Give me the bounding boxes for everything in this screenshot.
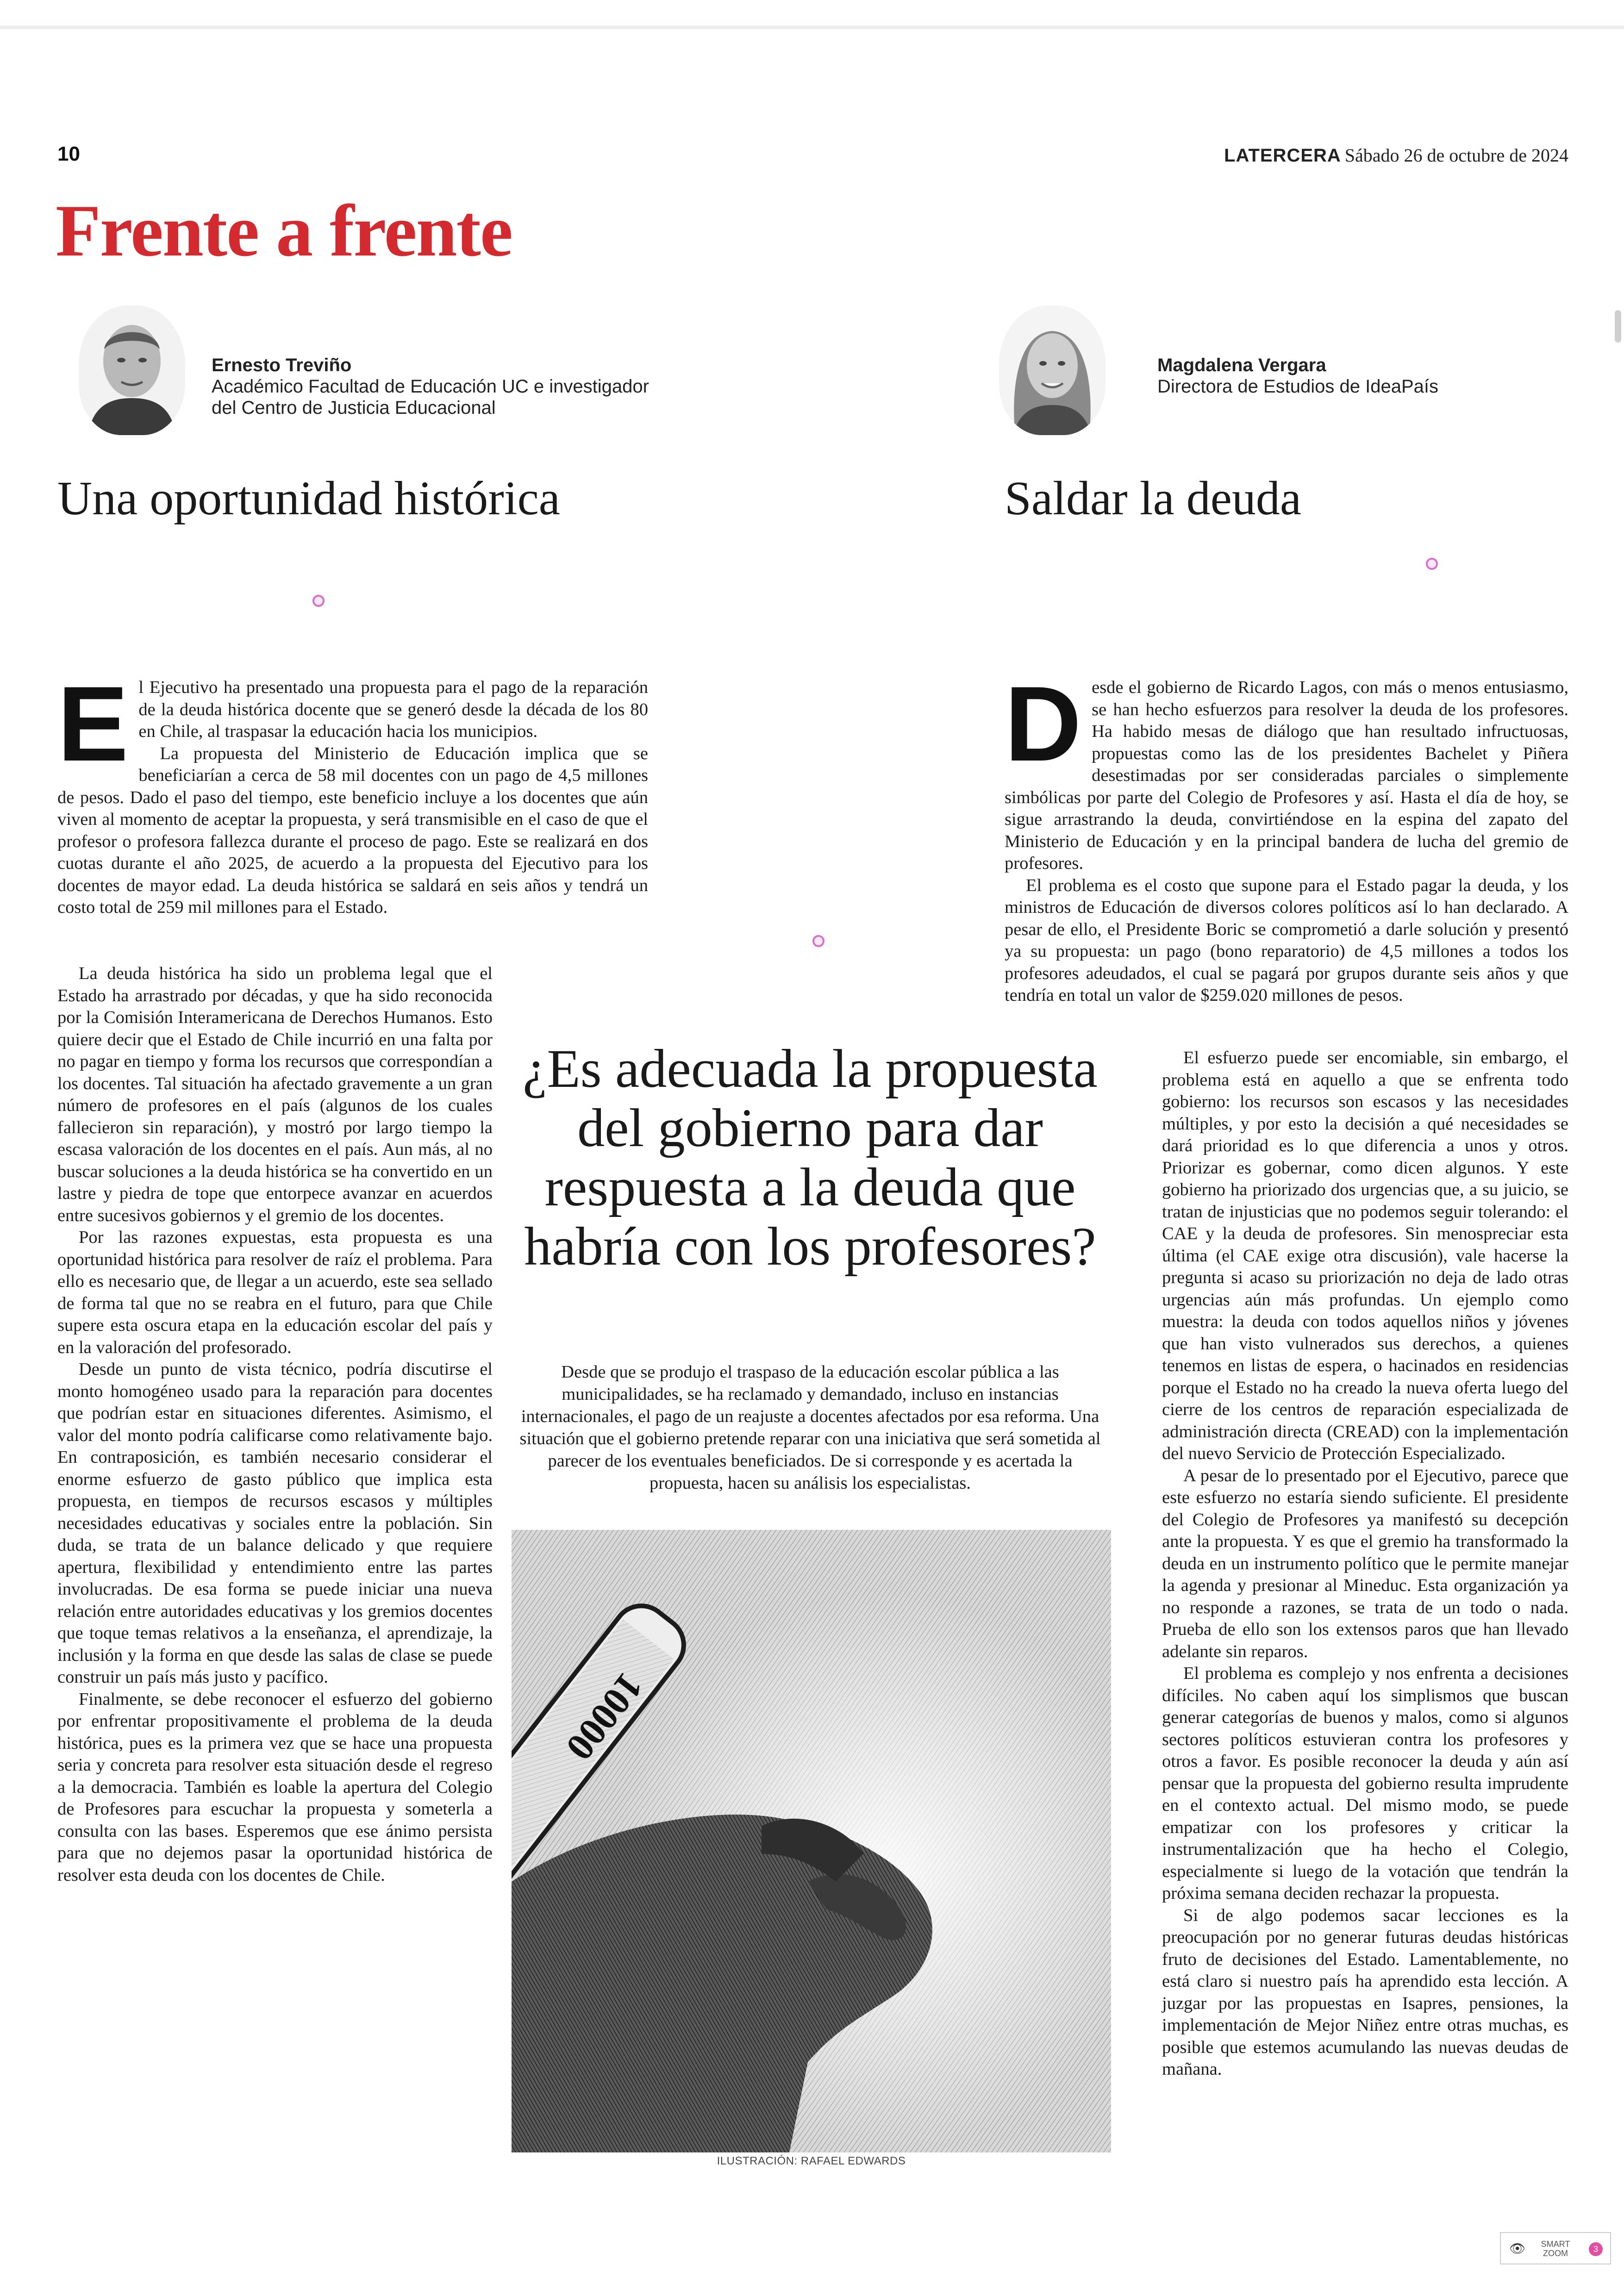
annotation-dot-right[interactable]: [1426, 558, 1438, 570]
article-right-body: [1162, 1047, 1568, 2081]
newspaper-brand: LATERCERA: [1224, 145, 1341, 166]
eye-icon: 👁: [1509, 2241, 1526, 2256]
article-right-paragraph-4: A pesar de lo presentado por el Ejecutivo, parece que este esfuerzo no estaría siendo suficiente. El presidente del Colegio de Profesores ya manifestó su decepción ante la propuesta. Y es que el gremio ha transformado la deuda en un instrumento político que le permite manejar la agenda y presionar al Mineduc. Esta organización ya no responde a razones, se trata de un todo o nada. Prueba de ello son los extensos paros que han llevado adelante sin reparos.: [1162, 1466, 1568, 1661]
article-right-paragraph-2: El problema es el costo que supone para el Estado pagar la deuda, y los ministros de Educación de diversos colores políticos así lo han declarado. A pesar de ello, el Presidente Boric se comprometió a darle solución y presentó ya su propuesta: un pago (bono reparatorio) de 4,5 millones a todos los profesores adeudados, el cual se pagará por grupos durante seis años y que tendría en total un valor de $259.020 millones de pesos.: [1005, 875, 1568, 1005]
headline-right: Saldar la deuda: [1005, 472, 1302, 525]
article-left-paragraph-3: La deuda histórica ha sido un problema legal que el Estado ha arrastrado por décadas, y que ha sido reconocida por la Comisión Interamericana de Derechos Humanos. Esto quiere decir que el Estado de Chile incurrió en una falta por no pagar en tiempo y forma los recursos que correspondían a los docentes. Tal situación ha afectado gravemente a un gran número de profesores en el país (algunos de los cuales fallecieron sin reparación), y mostró por largo tiempo la escasa valoración de los docentes en el país. Aun más, al no buscar soluciones a la deuda histórica se ha convertido en un lastre y piedra de tope que entorpece avanzar en acuerdos entre sucesivos gobiernos y el gremio de los docentes.: [57, 964, 493, 1225]
article-right-paragraph-3: El esfuerzo puede ser encomiable, sin embargo, el problema está en aquello a que se enfrenta todo gobierno: los recursos son escasos y las necesidades múltiples, y por esto la decisión a qué necesidades se dará prioridad es lo que diferencia a unos y otros. Priorizar es gobernar, como dicen algunos. Y este gobierno ha priorizado dos urgencias que, a su juicio, se tratan de injusticias que no podemos seguir tolerando: el CAE y la deuda de profesores. Sin menospreciar esta última (el CAE exige otra discusión), vale hacerse la pregunta si acaso su priorización no deja de lado otras urgencias aún más profundas. Un ejemplo como muestra: la deuda con todos aquellos niños y jóvenes que han visto vulnerados sus derechos, a quienes tenemos en listas de espera, o hacinados en residencias porque el Estado no ha creado la nueva oferta luego del cierre de los centros de reparación especializada de administración directa (CREAD) con la implementación del nuevo Servicio de Protección Especializado.: [1162, 1048, 1568, 1463]
author-name-left: Ernesto Treviño: [212, 355, 352, 375]
article-right-paragraph-6: Si de algo podemos sacar lecciones es la preocupación por no generar futuras deudas históricas fruto de decisiones del Estado. Lamentablemente, no está claro si nuestro país ha aprendido esta lección. A juzgar por las propuestas en Isapres, pensiones, la implementación de Mejor Niñez entre otras muchas, es posible que estemos acumulando las nuevas deudas de mañana.: [1162, 1905, 1568, 2079]
article-right-top: [1005, 664, 1568, 1007]
author-role-left-2: del Centro de Justicia Educacional: [212, 398, 496, 418]
author-name-right: Magdalena Vergara: [1157, 355, 1326, 375]
person-portrait-icon: [999, 306, 1106, 435]
scrollbar-thumb[interactable]: [1615, 310, 1621, 343]
dropcap-left: E: [57, 664, 129, 783]
author-block-right: [1157, 355, 1438, 397]
viewer-top-bar: [0, 25, 1624, 29]
hand-writing-with-banknote-pen-illustration: [512, 1530, 1111, 2152]
smart-zoom-count-badge: 3: [1589, 2242, 1603, 2256]
issue-date: Sábado 26 de octubre de 2024: [1344, 145, 1568, 166]
article-left-top: [57, 664, 648, 919]
author-photo-vergara: [999, 306, 1106, 435]
article-right-paragraph-5: El problema es complejo y nos enfrenta a decisiones difíciles. No caben aquí los simplismos que buscan generar categorías de buenos y malos, como si algunos sectores políticos estuvieran contra los profesores y otros a favor. Es posible reconocer la deuda y aún así pensar que la propuesta del gobierno resulta imprudente en el contexto actual. Del mismo modo, se puede empatizar con los profesores y criticar la instrumentalización que ha hecho el Colegio, especialmente si luego de la votación que tendrán la próxima semana deciden rechazar la propuesta.: [1162, 1664, 1568, 1903]
article-left-paragraph-1: El Ejecutivo ha presentado una propuesta para el pago de la reparación de la deuda histórica docente que se generó desde la década de los 80 en Chile, al traspasar la educación hacia los municipios.: [57, 664, 648, 783]
author-block-left: [212, 355, 649, 418]
debate-lead: Desde que se produjo el traspaso de la educación escolar pública a las municipalidades, se ha reclamado y demandado, incluso en instancias internacionales, el pago de un reajuste a docentes afectados por esa reforma. Una situación que el gobierno pretende reparar con una iniciativa que será sometida al parecer de los eventuales beneficiados. De si corresponde y es acertada la propuesta, hacen su análisis los especialistas.: [519, 1362, 1101, 1493]
dropcap-right: D: [1005, 664, 1082, 783]
headline-left: Una oportunidad histórica: [57, 472, 560, 525]
illustration-credit: ILUSTRACIÓN: RAFAEL EDWARDS: [717, 2155, 906, 2167]
article-right-paragraph-1: Desde el gobierno de Ricardo Lagos, con más o menos entusiasmo, se han hecho esfuerzos para resolver la deuda de los profesores. Ha habido mesas de diálogo que han resultado infructuosas, propuestas como las de los presidentes Bachelet y Piñera desestimadas por ser consideradas parciales o simplemente simbólicas por parte del Colegio de Profesores y así. Hasta el día de hoy, se sigue arrastrando la deuda, convirtiéndose en la espina del zapato del Ministerio de Educación y en la principal bandera de lucha del gremio de profesores.: [1005, 664, 1568, 873]
masthead: [1224, 144, 1568, 166]
illustration-drawing: [512, 1530, 1111, 2152]
debate-question: ¿Es adecuada la propuesta del gobierno para dar respuesta a la deuda que habría con los profesores?: [523, 1038, 1098, 1277]
article-left-body: [57, 963, 493, 1886]
author-photo-trevino: [79, 306, 185, 435]
page-number: 10: [57, 143, 80, 165]
person-portrait-icon: [79, 306, 185, 435]
article-left-paragraph-4: Por las razones expuestas, esta propuesta es una oportunidad histórica para resolver de raíz el problema. Para ello es necesario que, de llegar a un acuerdo, este sea sellado de forma tal que no se reabra en el futuro, para que Chile supere esta oscura etapa en la educación escolar del país y en la valoración del profesorado.: [57, 1228, 493, 1357]
annotation-dot-left[interactable]: [312, 595, 325, 607]
smart-zoom-button[interactable]: [1500, 2232, 1611, 2264]
author-role-left-1: Académico Facultad de Educación UC e investigador: [212, 376, 649, 397]
smart-zoom-label: SMART ZOOM: [1541, 2239, 1570, 2258]
article-left-paragraph-2: La propuesta del Ministerio de Educación implica que se beneficiarían a cerca de 58 mil docentes con un pago de 4,5 millones de pesos. Dado el paso del tiempo, este beneficio incluye a los docentes que aún viven al momento de aceptar la propuesta, y será transmisible en el caso de que el profesor o profesora fallezca durante el proceso de pago. Este se realizará en dos cuotas durante el año 2025, de acuerdo a la propuesta del Ejecutivo para los docentes de mayor edad. La deuda histórica se saldará en seis años y tendrá un costo total de 259 mil millones para el Estado.: [57, 743, 648, 917]
banknote-denomination: 10000: [557, 1665, 652, 1768]
annotation-dot-center[interactable]: [812, 935, 824, 947]
article-left-paragraph-6: Finalmente, se debe reconocer el esfuerzo del gobierno por enfrentar propositivamente el problema de la deuda histórica, pues es la primera vez que se hace una propuesta seria y concreta para resolver esta situación desde el regreso a la democracia. También es loable la apertura del Colegio de Profesores para escuchar la propuesta y someterla a consulta con las bases. Esperemos que ese ánimo persista para que no dejemos pasar la oportunidad histórica de resolver esta deuda con los docentes de Chile.: [57, 1689, 493, 1885]
section-title: Frente a frente: [56, 189, 512, 272]
author-role-right-1: Directora de Estudios de IdeaPaís: [1157, 376, 1439, 397]
article-left-paragraph-5: Desde un punto de vista técnico, podría discutirse el monto homogéneo usado para la reparación para docentes que podrían estar en situaciones diferentes. Asimismo, el valor del monto podría calificarse como relativamente bajo. En contraposición, es también necesario considerar el enorme esfuerzo de gasto público que implica esta propuesta, en tiempos de recursos escasos y múltiples necesidades educativas y sociales entre la población. Sin duda, se trata de un balance delicado y que requiere apertura, flexibilidad y entendimiento entre las partes involucradas. De esa forma se puede iniciar una nueva relación entre autoridades educativas y los gremios docentes que toque temas relativos a la enseñanza, el aprendizaje, la inclusión y la forma en que desde las salas de clase se puede construir un país más justo y pacífico.: [57, 1360, 493, 1687]
